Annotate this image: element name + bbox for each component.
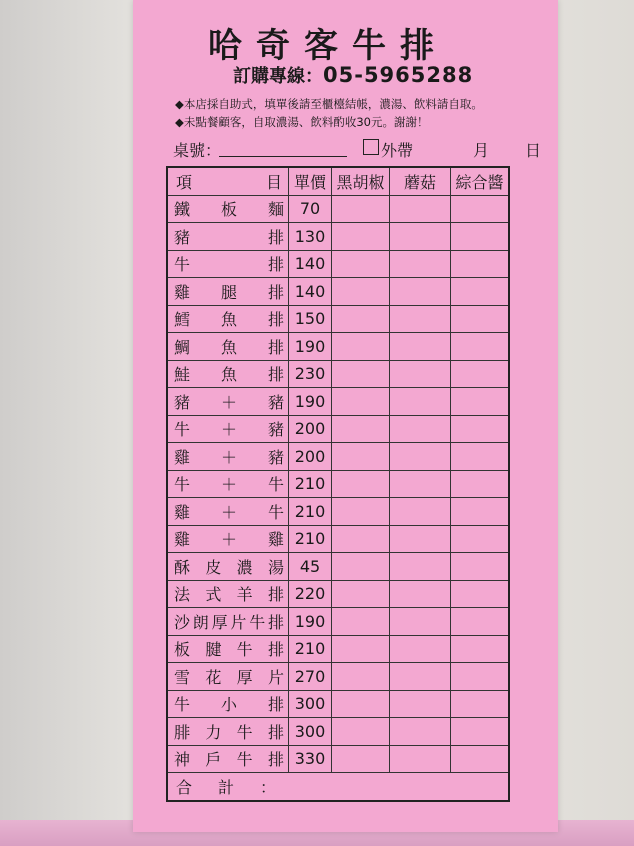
mixed-sauce-qty-cell[interactable]	[451, 415, 510, 443]
mixed-sauce-qty-cell[interactable]	[451, 690, 510, 718]
menu-row	[167, 580, 509, 608]
mushroom-qty-cell[interactable]	[390, 663, 451, 691]
menu-row	[167, 360, 509, 388]
mixed-sauce-qty-cell[interactable]	[451, 635, 510, 663]
mushroom-qty-cell[interactable]	[390, 360, 451, 388]
menu-item-name: 牛＋牛	[174, 475, 284, 495]
month-label: 月	[473, 141, 490, 160]
mushroom-qty-cell[interactable]	[390, 470, 451, 498]
black-pepper-qty-cell[interactable]	[332, 608, 390, 636]
menu-item-price: 140	[289, 250, 332, 278]
mixed-sauce-qty-cell[interactable]	[451, 718, 510, 746]
menu-item-name: 牛＋豬	[174, 420, 284, 440]
black-pepper-qty-cell[interactable]	[332, 443, 390, 471]
black-pepper-qty-cell[interactable]	[332, 580, 390, 608]
menu-item-price: 210	[289, 525, 332, 553]
mushroom-qty-cell[interactable]	[390, 718, 451, 746]
black-pepper-qty-cell[interactable]	[332, 470, 390, 498]
mixed-sauce-qty-cell[interactable]	[451, 663, 510, 691]
black-pepper-qty-cell[interactable]	[332, 745, 390, 773]
menu-row	[167, 333, 509, 361]
menu-item-price: 130	[289, 223, 332, 251]
menu-row	[167, 498, 509, 526]
mushroom-qty-cell[interactable]	[390, 388, 451, 416]
menu-row	[167, 278, 509, 306]
menu-item-name: 板腱牛排	[174, 640, 284, 660]
black-pepper-qty-cell[interactable]	[332, 195, 390, 223]
menu-item-price: 150	[289, 305, 332, 333]
header-black-pepper: 黑胡椒	[332, 167, 390, 195]
phone-label: 訂購專線：	[233, 66, 323, 87]
menu-item-name: 沙朗厚片牛排	[174, 612, 284, 632]
takeout-checkbox[interactable]	[363, 139, 379, 155]
mixed-sauce-qty-cell[interactable]	[451, 608, 510, 636]
menu-row	[167, 663, 509, 691]
black-pepper-qty-cell[interactable]	[332, 360, 390, 388]
mushroom-qty-cell[interactable]	[390, 553, 451, 581]
header-mixed-sauce: 綜合醬	[451, 167, 510, 195]
menu-item-price: 190	[289, 608, 332, 636]
mushroom-qty-cell[interactable]	[390, 443, 451, 471]
menu-item-name: 雞＋雞	[174, 530, 284, 550]
black-pepper-qty-cell[interactable]	[332, 690, 390, 718]
menu-item-name: 牛排	[174, 255, 284, 275]
table-number-field[interactable]	[219, 156, 347, 157]
mixed-sauce-qty-cell[interactable]	[451, 498, 510, 526]
menu-item-price: 330	[289, 745, 332, 773]
menu-item-name: 雞＋豬	[174, 447, 284, 467]
menu-item-name: 鱈魚排	[174, 310, 284, 330]
mixed-sauce-qty-cell[interactable]	[451, 333, 510, 361]
background-left	[0, 0, 140, 846]
black-pepper-qty-cell[interactable]	[332, 278, 390, 306]
black-pepper-qty-cell[interactable]	[332, 525, 390, 553]
menu-item-name: 神戶牛排	[174, 750, 284, 770]
mixed-sauce-qty-cell[interactable]	[451, 443, 510, 471]
phone-number: 05-5965288	[323, 63, 474, 87]
takeout-label: 外帶	[381, 141, 414, 160]
black-pepper-qty-cell[interactable]	[332, 250, 390, 278]
menu-item-price: 210	[289, 498, 332, 526]
mixed-sauce-qty-cell[interactable]	[451, 580, 510, 608]
mushroom-qty-cell[interactable]	[390, 415, 451, 443]
menu-item-price: 200	[289, 443, 332, 471]
menu-item-name: 雞＋牛	[174, 502, 284, 522]
mushroom-qty-cell[interactable]	[390, 195, 451, 223]
mushroom-qty-cell[interactable]	[390, 635, 451, 663]
total-row	[167, 773, 509, 801]
menu-item-price: 140	[289, 278, 332, 306]
menu-header-row	[167, 167, 509, 195]
menu-item-price: 190	[289, 388, 332, 416]
mushroom-qty-cell[interactable]	[390, 305, 451, 333]
menu-item-name: 鯛魚排	[174, 337, 284, 357]
note-surcharge: ◆未點餐顧客，自取濃湯、飲料酌收30元。謝謝！	[175, 115, 429, 129]
header-item: 項目	[176, 172, 282, 192]
menu-row	[167, 608, 509, 636]
black-pepper-qty-cell[interactable]	[332, 223, 390, 251]
menu-item-name: 鐵板麵	[174, 200, 284, 220]
menu-item-name: 鮭魚排	[174, 365, 284, 385]
menu-item-price: 300	[289, 718, 332, 746]
menu-item-name: 雞腿排	[174, 282, 284, 302]
mixed-sauce-qty-cell[interactable]	[451, 195, 510, 223]
mixed-sauce-qty-cell[interactable]	[451, 305, 510, 333]
mushroom-qty-cell[interactable]	[390, 745, 451, 773]
mixed-sauce-qty-cell[interactable]	[451, 470, 510, 498]
menu-row	[167, 525, 509, 553]
menu-row	[167, 690, 509, 718]
menu-row	[167, 388, 509, 416]
total-label: 合計：	[176, 777, 303, 797]
menu-item-price: 210	[289, 470, 332, 498]
mushroom-qty-cell[interactable]	[390, 525, 451, 553]
menu-item-name: 牛小排	[174, 695, 284, 715]
day-label: 日	[525, 141, 542, 160]
menu-item-price: 200	[289, 415, 332, 443]
menu-row	[167, 415, 509, 443]
menu-row	[167, 718, 509, 746]
menu-row	[167, 553, 509, 581]
black-pepper-qty-cell[interactable]	[332, 553, 390, 581]
mixed-sauce-qty-cell[interactable]	[451, 223, 510, 251]
menu-row	[167, 250, 509, 278]
mushroom-qty-cell[interactable]	[390, 580, 451, 608]
black-pepper-qty-cell[interactable]	[332, 718, 390, 746]
menu-item-price: 270	[289, 663, 332, 691]
note-self-service: ◆本店採自助式，填單後請至櫃檯結帳，濃湯、飲料請自取。	[175, 97, 483, 111]
menu-item-name: 酥皮濃湯	[174, 557, 284, 577]
mixed-sauce-qty-cell[interactable]	[451, 278, 510, 306]
mixed-sauce-qty-cell[interactable]	[451, 745, 510, 773]
mixed-sauce-qty-cell[interactable]	[451, 525, 510, 553]
order-form	[133, 0, 558, 832]
menu-row	[167, 443, 509, 471]
black-pepper-qty-cell[interactable]	[332, 415, 390, 443]
mushroom-qty-cell[interactable]	[390, 223, 451, 251]
black-pepper-qty-cell[interactable]	[332, 305, 390, 333]
total-cell[interactable]	[167, 773, 509, 801]
black-pepper-qty-cell[interactable]	[332, 663, 390, 691]
menu-row	[167, 305, 509, 333]
menu-row	[167, 635, 509, 663]
black-pepper-qty-cell[interactable]	[332, 498, 390, 526]
header-price: 單價	[289, 167, 332, 195]
menu-item-name: 法式羊排	[174, 585, 284, 605]
mixed-sauce-qty-cell[interactable]	[451, 553, 510, 581]
menu-item-price: 70	[289, 195, 332, 223]
order-info-row	[173, 136, 542, 160]
mushroom-qty-cell[interactable]	[390, 690, 451, 718]
menu-item-name: 腓力牛排	[174, 722, 284, 742]
menu-row	[167, 195, 509, 223]
header-mushroom: 蘑菇	[390, 167, 451, 195]
menu-item-price: 300	[289, 690, 332, 718]
mushroom-qty-cell[interactable]	[390, 250, 451, 278]
black-pepper-qty-cell[interactable]	[332, 333, 390, 361]
mushroom-qty-cell[interactable]	[390, 333, 451, 361]
mushroom-qty-cell[interactable]	[390, 608, 451, 636]
menu-row	[167, 745, 509, 773]
menu-item-price: 190	[289, 333, 332, 361]
black-pepper-qty-cell[interactable]	[332, 388, 390, 416]
mixed-sauce-qty-cell[interactable]	[451, 388, 510, 416]
menu-table	[166, 166, 510, 802]
mixed-sauce-qty-cell[interactable]	[451, 360, 510, 388]
menu-item-name: 雪花厚片	[174, 667, 284, 687]
menu-item-name: 豬＋豬	[174, 392, 284, 412]
menu-row	[167, 223, 509, 251]
menu-item-price: 210	[289, 635, 332, 663]
menu-item-price: 230	[289, 360, 332, 388]
menu-item-name: 豬排	[174, 227, 284, 247]
menu-item-price: 220	[289, 580, 332, 608]
phone-line	[233, 62, 473, 88]
menu-row	[167, 470, 509, 498]
table-number-label: 桌號：	[173, 141, 222, 160]
mushroom-qty-cell[interactable]	[390, 498, 451, 526]
menu-item-price: 45	[289, 553, 332, 581]
black-pepper-qty-cell[interactable]	[332, 635, 390, 663]
mushroom-qty-cell[interactable]	[390, 278, 451, 306]
restaurant-title: 哈奇客牛排	[208, 26, 448, 66]
mixed-sauce-qty-cell[interactable]	[451, 250, 510, 278]
